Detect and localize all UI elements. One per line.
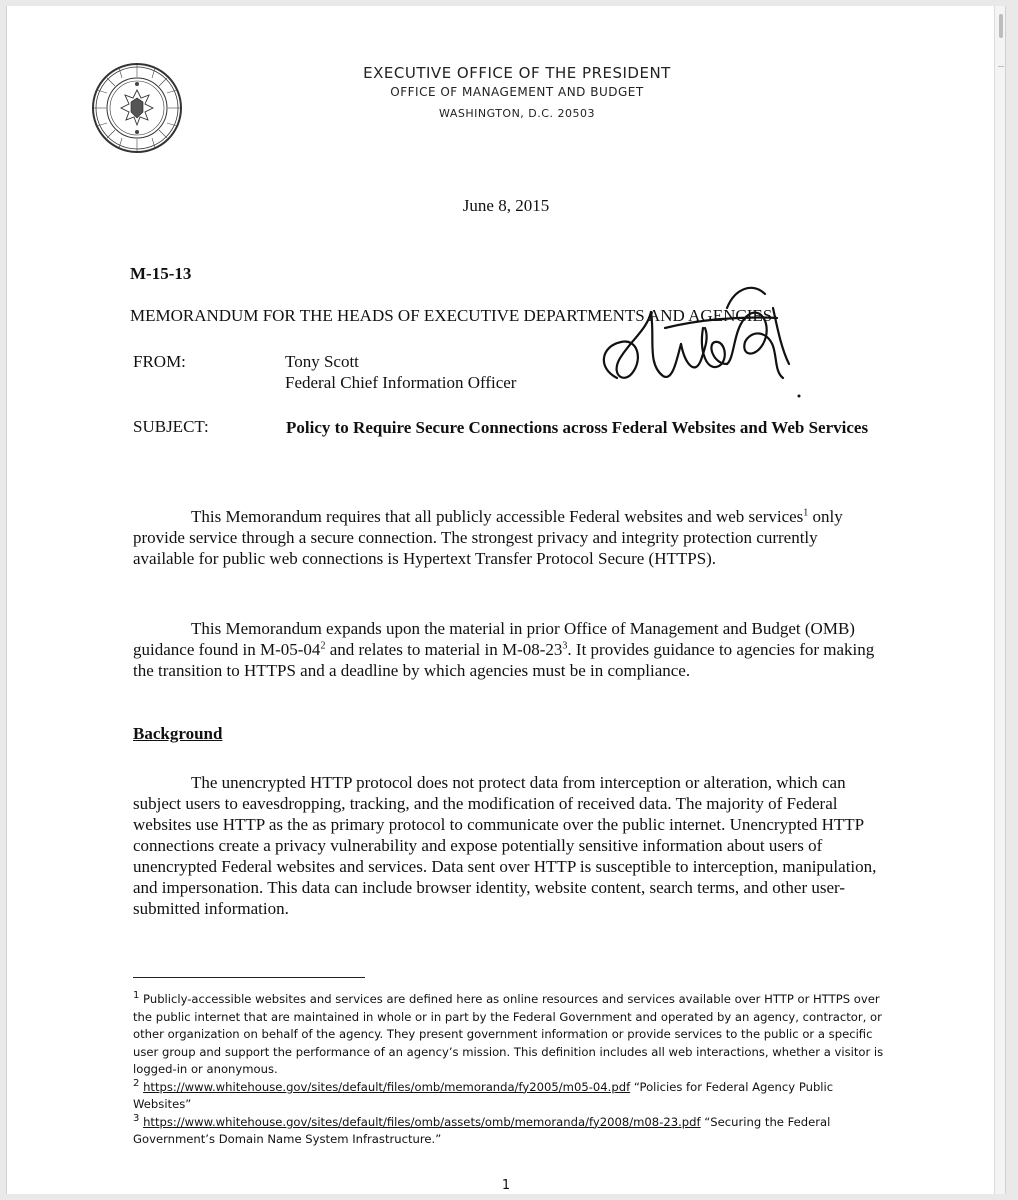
footnote-divider (133, 977, 365, 978)
letterhead-line-1: EXECUTIVE OFFICE OF THE PRESIDENT (363, 64, 671, 82)
footnotes (133, 991, 893, 1149)
scrollbar[interactable] (994, 6, 1005, 1194)
footnote-2: $^2$ https://www.whitehouse.gov/sites/default/files/omb/memoranda/fy2005/m05-04.pdf “Policies for Federal Agency Public Websites” (133, 1077, 834, 1111)
scrollbar-mark (998, 66, 1004, 67)
scrollbar-thumb[interactable] (999, 14, 1003, 38)
paragraph-1: This Memorandum requires that all publicly accessible Federal websites and web services$^1$ only provide service through a secure connection. The strongest privacy and integrity protection currently available for public web connections is Hypertext Transfer Protocol Secure (HTTPS). (133, 507, 843, 568)
signature-icon (577, 268, 817, 408)
from-title: Federal Chief Information Officer (285, 373, 517, 392)
footnote-2-link[interactable]: https://www.whitehouse.gov/sites/default/files/omb/memoranda/fy2005/m05-04.pdf (143, 1079, 631, 1094)
footnote-ref-2[interactable]: 2 (320, 640, 326, 652)
from-name: Tony Scott (285, 352, 359, 371)
document-page (6, 6, 1006, 1194)
subject-text: Policy to Require Secure Connections across Federal Websites and Web Services (286, 418, 869, 437)
letterhead-line-2: OFFICE OF MANAGEMENT AND BUDGET (390, 85, 644, 99)
footnote-ref-1[interactable]: 1 (803, 507, 809, 519)
memo-date: June 8, 2015 (462, 196, 550, 215)
paragraph-2: This Memorandum expands upon the material in prior Office of Management and Budget (OMB) guidance found in $M-05-04^2$ and relates to material in $M-08-23^3$. It provides guidance to agencies for making the transition to HTTPS and a deadline by which agencies must be in compliance. (133, 619, 875, 680)
from-label: FROM: (133, 352, 186, 371)
memo-number: M-15-13 (130, 264, 192, 283)
footnote-3-link[interactable]: https://www.whitehouse.gov/sites/default/files/omb/assets/omb/memoranda/fy2008/m08-23.pdf (143, 1114, 701, 1129)
memo-addressee: MEMORANDUM FOR THE HEADS OF EXECUTIVE DEPARTMENTS AND AGENCIES (130, 306, 773, 325)
paragraph-3: The unencrypted HTTP protocol does not protect data from interception or alteration, which can subject users to eavesdropping, tracking, and the modification of received data. The majority of Federal websites use HTTP as the as primary protocol to communicate over the public internet. Unencrypted HTTP connections create a privacy vulnerability and expose potentially sensitive information about users of unencrypted Federal websites and services. Data sent over HTTP is susceptible to interception, manipulation, and impersonation. This data can include browser identity, website content, search terms, and other user-submitted information. (133, 773, 877, 918)
page-number: 1 (501, 1178, 511, 1193)
subject-label: SUBJECT: (133, 417, 209, 436)
footnote-3: $^3$ https://www.whitehouse.gov/sites/default/files/omb/assets/omb/memoranda/fy2008/m08-23.pdf “Securing the Federal Government’s Domain Name System Infrastructure.” (133, 1112, 831, 1146)
footnote-ref-3[interactable]: 3 (562, 640, 568, 652)
presidential-seal-icon (91, 62, 183, 154)
from-block (285, 351, 516, 393)
footnote-1: $^1$ Publicly-accessible websites and services are defined here as online resources and services available over HTTP or HTTPS over the public internet that are maintained in whole or in part by the Federal Government and operated by an agency, contractor, or other organization on behalf of the agency. They present government information or provide services to the public or a specific user group and support the performance of an agency’s mission. This definition includes all web interactions, whether a visitor is logged-in or anonymous. (133, 990, 884, 1076)
section-heading-background: Background (133, 724, 223, 743)
letterhead-line-3: WASHINGTON, D.C. 20503 (439, 107, 595, 120)
